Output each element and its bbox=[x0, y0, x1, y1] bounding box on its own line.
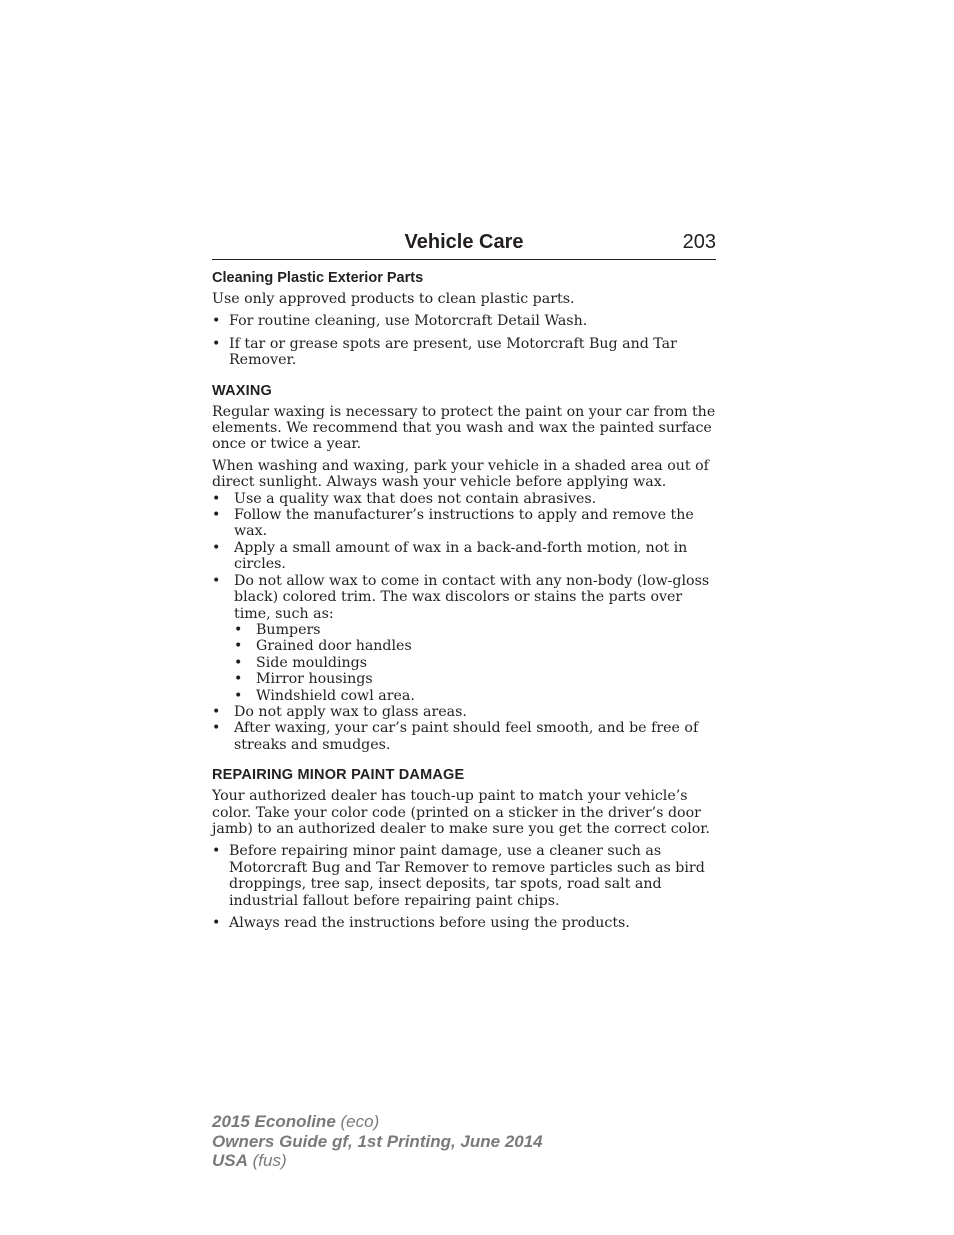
bullet-icon: • bbox=[212, 915, 221, 931]
bullet-icon: • bbox=[212, 720, 221, 737]
sub-list-item: • Grained door handles bbox=[234, 638, 412, 655]
list-item: • For routine cleaning, use Motorcraft Detail Wash. bbox=[212, 313, 588, 330]
waxing-paragraph-1: Regular waxing is necessary to protect the paint on your car from the elements. We recommend that you wash and wax the painted surface once or twice a year. bbox=[212, 403, 716, 453]
bullet-icon: • bbox=[212, 507, 221, 524]
plastic-intro: Use only approved products to clean plastic parts. bbox=[212, 291, 575, 307]
list-item: • If tar or grease spots are present, use Motorcraft Bug and Tar Remover. bbox=[212, 335, 677, 369]
paint-intro: Your authorized dealer has touch-up paint to match your vehicle’s color. Take your color code (printed on a sticker in the driver’s door jamb) to an authorized dealer to make sure you get the correct color. bbox=[212, 788, 711, 837]
bullet-icon: • bbox=[234, 621, 243, 638]
bullet-icon: • bbox=[212, 335, 221, 352]
footer-line-market: USA (fus) bbox=[212, 1151, 287, 1170]
bullet-icon: • bbox=[212, 843, 221, 860]
list-item: • Do not apply wax to glass areas. bbox=[212, 703, 467, 720]
list-item: • Use a quality wax that does not contain abrasives. bbox=[212, 490, 597, 507]
bullet-icon: • bbox=[212, 539, 221, 556]
sub-list-item: • Mirror housings bbox=[234, 671, 373, 688]
footer-line-guide: Owners Guide gf, 1st Printing, June 2014 bbox=[212, 1131, 543, 1151]
list-item: • After waxing, your car’s paint should feel smooth, and be free of streaks and smudges. bbox=[212, 720, 699, 753]
bullet-icon: • bbox=[212, 703, 221, 720]
section-heading-paint-damage: REPAIRING MINOR PAINT DAMAGE bbox=[212, 767, 465, 784]
list-item: • Apply a small amount of wax in a back-and-forth motion, not in circles. bbox=[212, 539, 688, 573]
page-number: 203 bbox=[682, 231, 716, 253]
list-item: • Before repairing minor paint damage, use a cleaner such as Motorcraft Bug and Tar Remover to remove particles such as bird droppings, tree sap, insect deposits, tar spots, road salt and industrial fallout before repairing paint chips. bbox=[212, 843, 705, 909]
section-heading-plastic: Cleaning Plastic Exterior Parts bbox=[212, 270, 424, 286]
waxing-paragraph-2: When washing and waxing, park your vehicle in a shaded area out of direct sunlight. Always wash your vehicle before applying wax. bbox=[212, 457, 709, 491]
list-item: • Do not allow wax to come in contact with any non-body (low-gloss black) colored trim. The wax discolors or stains the parts over time, such as: bbox=[212, 572, 710, 622]
list-item: • Follow the manufacturer’s instructions to apply and remove the wax. bbox=[212, 507, 694, 540]
sub-list-item: • Side mouldings bbox=[234, 654, 368, 671]
page-footer bbox=[212, 1112, 543, 1171]
list-item: • Always read the instructions before using the products. bbox=[212, 915, 630, 931]
bullet-icon: • bbox=[212, 313, 221, 330]
sub-list-item: • Windshield cowl area. bbox=[234, 687, 415, 704]
footer-line-model: 2015 Econoline (eco) bbox=[212, 1112, 380, 1131]
page-title: Vehicle Care bbox=[404, 231, 524, 253]
bullet-icon: • bbox=[212, 490, 221, 507]
page-header bbox=[212, 229, 716, 260]
bullet-icon: • bbox=[234, 671, 243, 688]
bullet-icon: • bbox=[234, 687, 243, 704]
page-content bbox=[212, 229, 716, 931]
bullet-icon: • bbox=[234, 638, 243, 655]
bullet-icon: • bbox=[234, 654, 243, 671]
sub-list-item: • Bumpers bbox=[234, 621, 321, 638]
section-heading-waxing: WAXING bbox=[212, 382, 273, 399]
bullet-icon: • bbox=[212, 572, 221, 589]
